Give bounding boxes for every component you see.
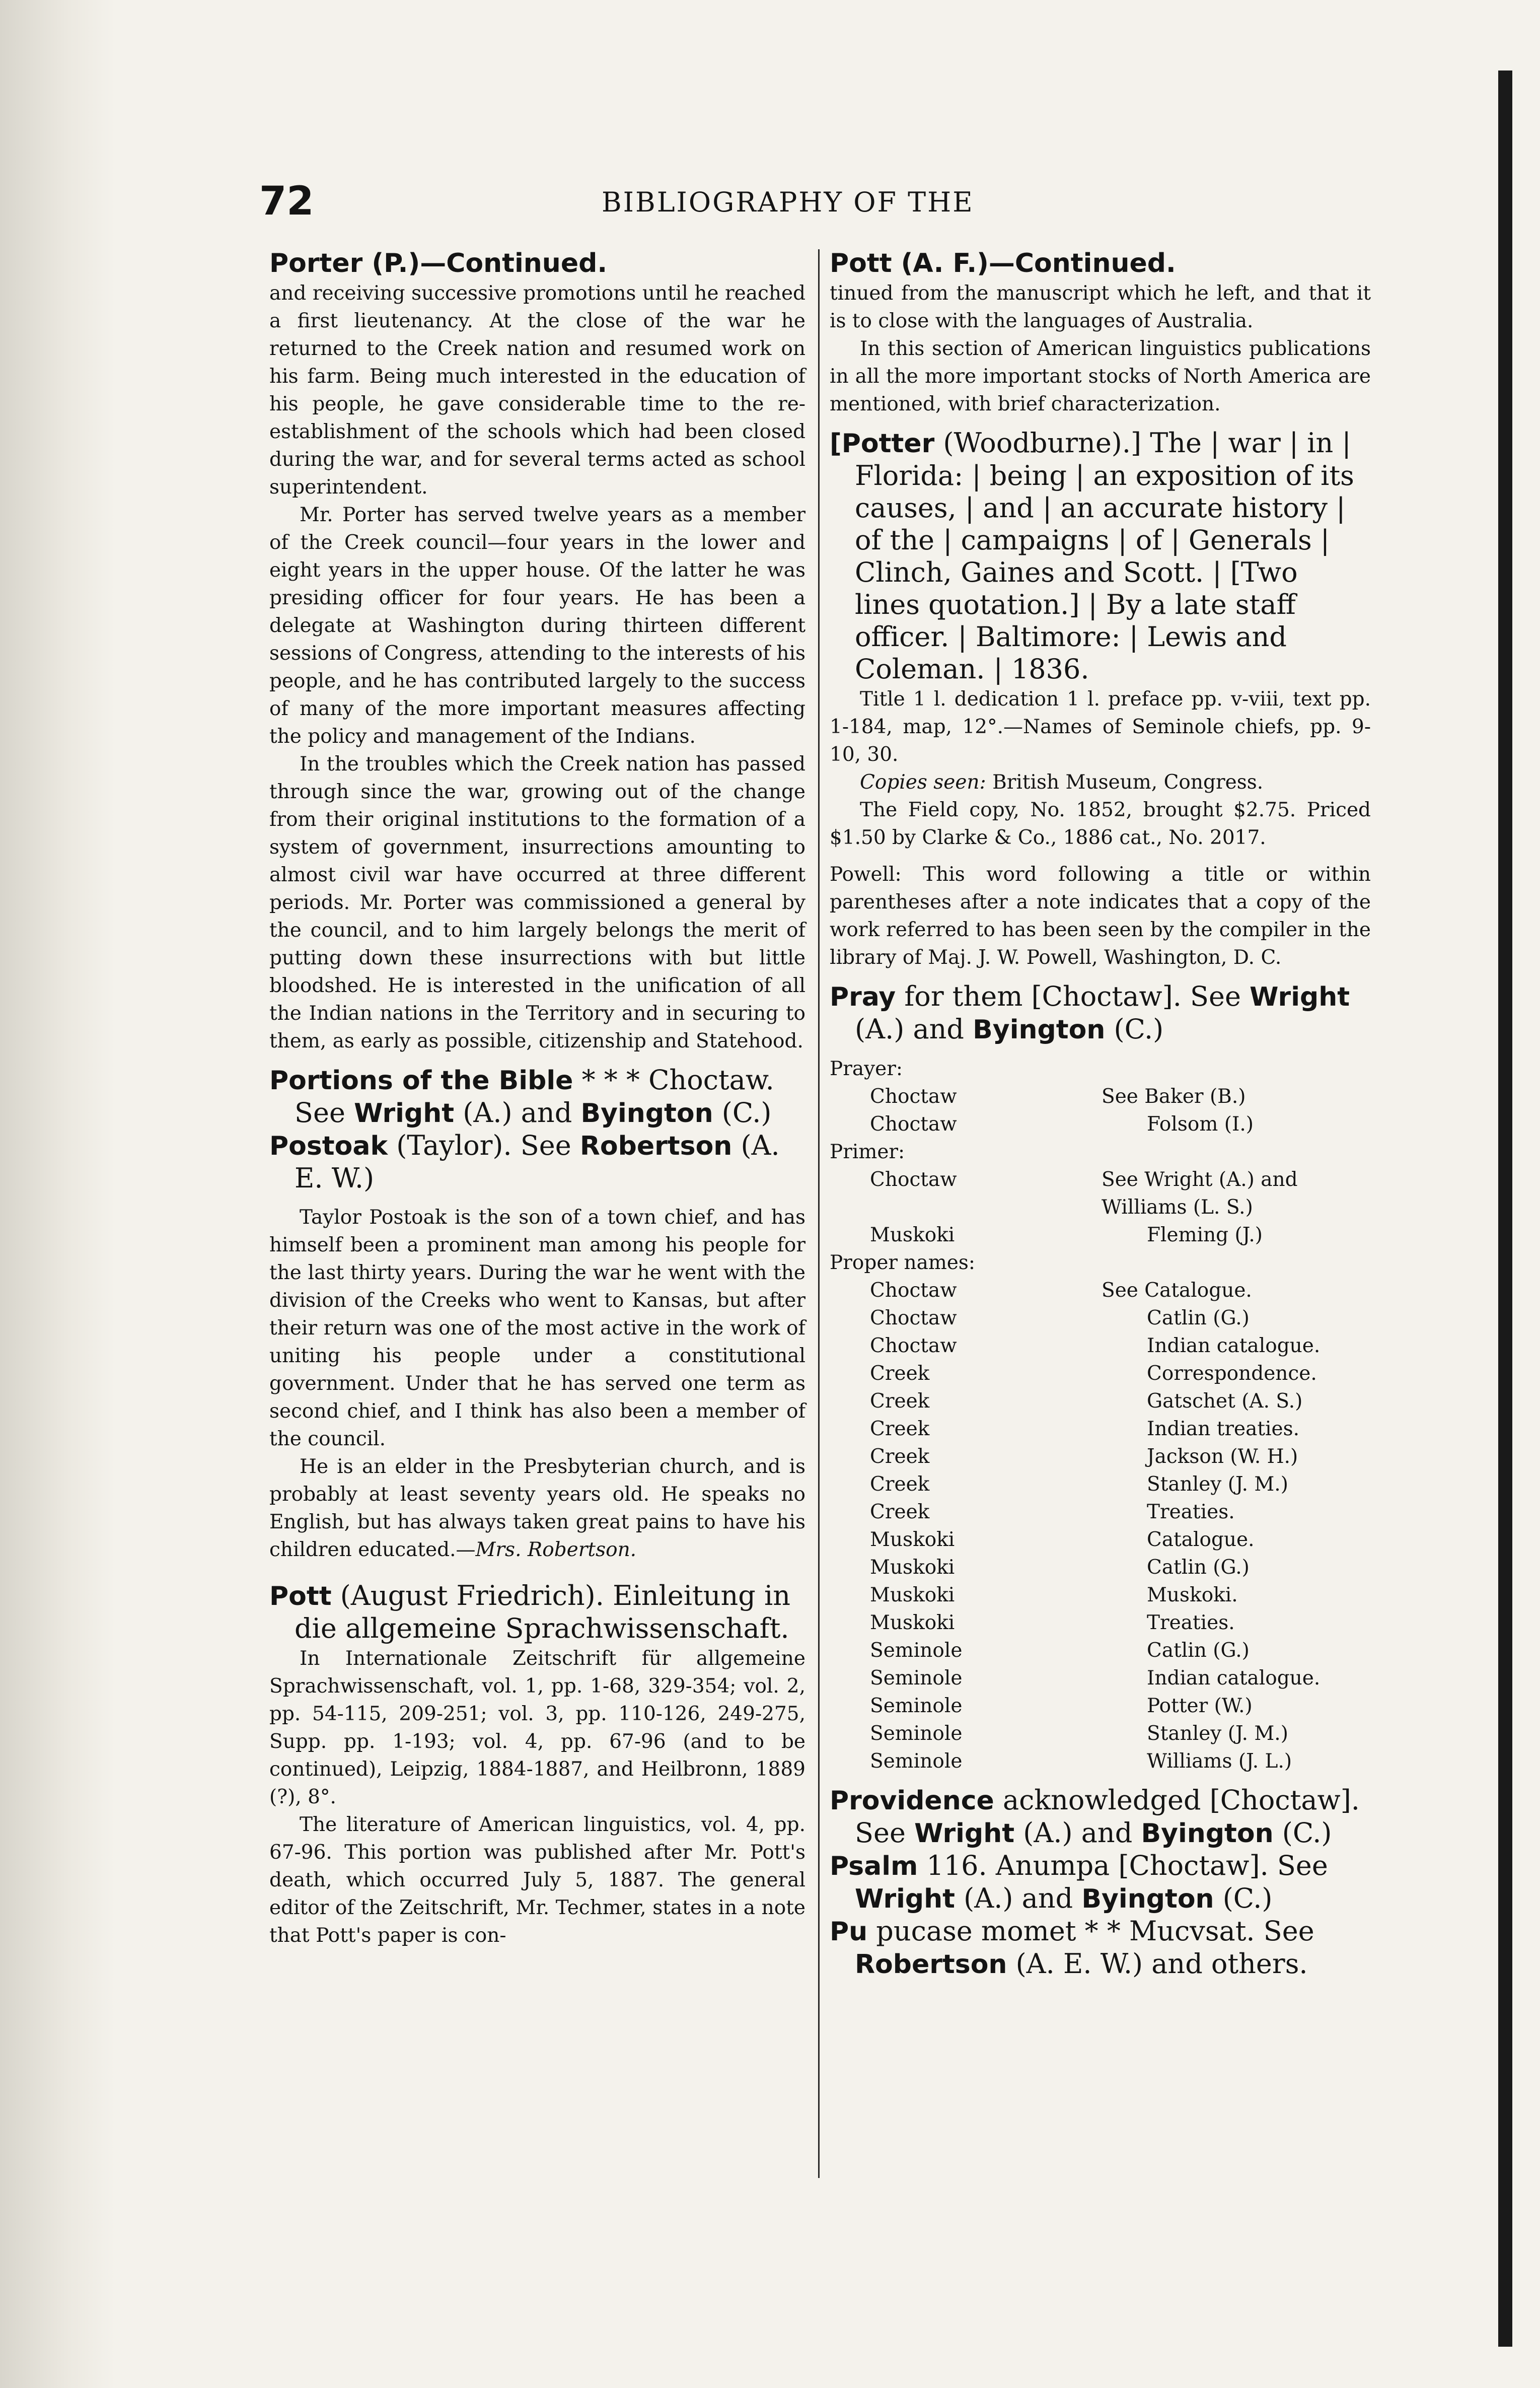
table-row: Choctaw Folsom (I.) [870, 1113, 1254, 1136]
table-row: Choctaw See Wright (A.) and Williams (L. S.) [870, 1168, 1298, 1219]
table-row: Muskoki Catalogue. [870, 1528, 1255, 1551]
pott-continued-paragraph-2: In this section of American linguistics publications in all the more important stocks of North America are mentioned, with brief characterization. [830, 337, 1371, 415]
pott-note: The literature of American linguistics, vol. 4, pp. 67-96. This portion was published after Mr. Pott's death, which occurred July 5, 1887. The general editor of the Zeitschrift, Mr. Techmer, states in a note that Pott's paper is con- [269, 1813, 805, 1947]
table-row: Muskoki Catlin (G.) [870, 1556, 1250, 1579]
entry-providence: Providence acknowledged [Choctaw]. See Wright (A.) and Byington (C.) [830, 1784, 1360, 1849]
pott-continued-paragraph-1: tinued from the manuscript which he left, and that it is to close with the languages of Australia. [830, 282, 1371, 332]
potter-prices: The Field copy, No. 1852, brought $2.75. Priced $1.50 by Clarke & Co., 1886 cat., No. 2017. [830, 799, 1371, 849]
table-row: Creek Indian treaties. [870, 1418, 1300, 1440]
table-row: Seminole Potter (W.) [870, 1695, 1253, 1717]
table-row: Choctaw Catlin (G.) [870, 1307, 1250, 1329]
prayer-table [830, 1083, 1371, 1138]
prayer-label: Prayer: [830, 1058, 903, 1080]
entry-postoak: Postoak (Taylor). See Robertson (A. E. W.) [269, 1130, 780, 1194]
porter-paragraph-3: In the troubles which the Creek nation has passed through since the war, growing out of the change from their original institutions to the formation of a system of government, insurrections amounting to almost civil war have occurred at three different periods. Mr. Porter was commissioned a general by the council, and to him largely belongs the merit of putting down these insurrections with but little bloodshed. He is interested in the unification of all the Indian nations in the Territory and in securing to them, as early as possible, citizenship and Statehood. [269, 753, 805, 1052]
column-divider [818, 249, 820, 2178]
table-row: Muskoki Fleming (J.) [870, 1224, 1263, 1246]
table-row: Seminole Indian catalogue. [870, 1667, 1321, 1690]
page-number: 72 [259, 179, 314, 224]
entry-pott-continued: Pott (A. F.)—Continued. [830, 248, 1176, 278]
potter-copies: Copies seen: British Museum, Congress. [860, 771, 1264, 794]
entry-pott: Pott (August Friedrich). Einleitung in die allgemeine Sprachwissenschaft. [269, 1580, 791, 1644]
entry-pu-pucase: Pu pucase momet * * Mucvsat. See Robertson (A. E. W.) and others. [830, 1915, 1314, 1980]
proper-names-table [830, 1277, 1371, 1775]
entry-porter-heading: Porter (P.)—Continued. [269, 248, 608, 278]
table-row: Creek Jackson (W. H.) [870, 1445, 1298, 1468]
entry-portions: Portions of the Bible * * * Choctaw. See Wright (A.) and Byington (C.) [269, 1064, 774, 1129]
table-row: Creek Stanley (J. M.) [870, 1473, 1288, 1496]
pott-citation: In Internationale Zeitschrift für allgemeine Sprachwissenschaft, vol. 1, pp. 1-68, 329-354; vol. 2, pp. 54-115, 209-251; vol. 3, pp. 110-126, 249-275, Supp. pp. 1-193; vol. 4, pp. 67-96 (and to be continued), Leipzig, 1884-1887, and Heilbronn, 1889 (?), 8°. [269, 1647, 805, 1808]
proper-names-label: Proper names: [830, 1251, 976, 1274]
table-row: Choctaw See Baker (B.) [870, 1085, 1246, 1108]
table-row: Creek Correspondence. [870, 1362, 1317, 1385]
porter-paragraph-1: and receiving successive promotions until he reached a first lieutenancy. At the close of the war he returned to the Creek nation and resumed work on his farm. Being much interested in the education of his people, he gave considerable time to the re-establishment of the schools which had been closed during the war, and for several terms acted as school superintendent. [269, 282, 805, 499]
primer-label: Primer: [830, 1141, 905, 1163]
table-row: Choctaw See Catalogue. [870, 1279, 1252, 1302]
entry-pray: Pray for them [Choctaw]. See Wright (A.) and Byington (C.) [830, 980, 1350, 1045]
postoak-paragraph-1: Taylor Postoak is the son of a town chief, and has himself been a prominent man among his people for the last thirty years. During the war he went with the division of the Creeks who went to Kansas, but after their return was one of the most active in the work of uniting his people under a constitutional government. Under that he has served one term as second chief, and I think has also been a member of the council. [269, 1206, 805, 1450]
porter-paragraph-2: Mr. Porter has served twelve years as a member of the Creek council—four years in the lower and eight years in the upper house. Of the latter he was presiding officer for four years. He has been a delegate at Washington during thirteen different sessions of Congress, attending to the interests of his people, and he has contributed largely to the success of many of the more important measures affecting the policy and management of the Indians. [269, 504, 805, 748]
running-title: BIBLIOGRAPHY OF THE [602, 186, 974, 218]
entry-potter: [Potter (Woodburne).] The | war | in | Florida: | being | an exposition of its causes, | and | an accurate history | of the | campaigns | of | Generals | Clinch, Gaines and Scott. | [Two lines quotation.] | By a late staff officer. | Baltimore: | Lewis and Coleman. | 1836. [830, 427, 1354, 685]
powell-note: Powell: This word following a title or within parentheses after a note indicates that a copy of the work referred to has been seen by the compiler in the library of Maj. J. W. Powell, Washington, D. C. [830, 863, 1371, 969]
binding-shadow [0, 0, 116, 2388]
table-row: Muskoki Muskoki. [870, 1584, 1238, 1606]
table-row: Creek Treaties. [870, 1501, 1235, 1523]
left-column [269, 247, 805, 1949]
table-row: Seminole Catlin (G.) [870, 1639, 1250, 1662]
table-row: Muskoki Treaties. [870, 1611, 1235, 1634]
table-row: Creek Gatschet (A. S.) [870, 1390, 1303, 1413]
postoak-paragraph-2: He is an elder in the Presbyterian church, and is probably at least seventy years old. He speaks no English, but has always taken great pains to have his children educated.—Mrs. Robertson. [269, 1455, 805, 1561]
primer-table [830, 1166, 1371, 1249]
entry-psalm: Psalm 116. Anumpa [Choctaw]. See Wright (A.) and Byington (C.) [830, 1850, 1328, 1914]
page-edge-bar [1498, 71, 1512, 2347]
potter-collation: Title 1 l. dedication 1 l. preface pp. v-viii, text pp. 1-184, map, 12°.—Names of Seminole chiefs, pp. 9-10, 30. [830, 688, 1371, 766]
table-row: Seminole Williams (J. L.) [870, 1750, 1292, 1773]
table-row: Seminole Stanley (J. M.) [870, 1722, 1288, 1745]
right-column [830, 247, 1371, 1981]
table-row: Choctaw Indian catalogue. [870, 1335, 1321, 1357]
